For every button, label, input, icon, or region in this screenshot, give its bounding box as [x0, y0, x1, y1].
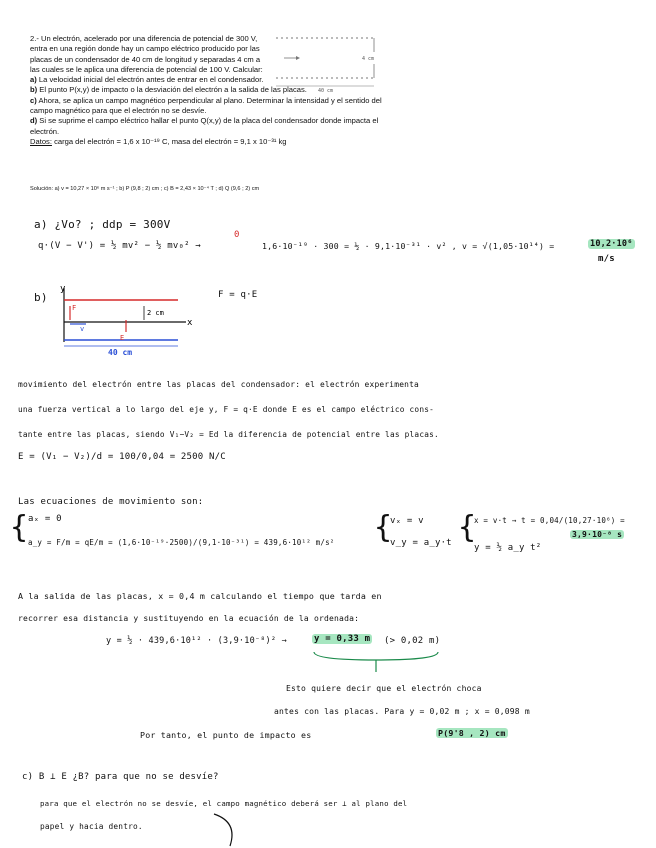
- text-line-1: movimiento del electrón entre las placas del condensador: el electrón experimenta: [18, 380, 419, 389]
- diagram-2cm-label: 2 cm: [147, 309, 164, 317]
- brace-right: {: [458, 510, 477, 545]
- eq-vy: v_y = a_y·t: [390, 538, 452, 548]
- ordinate-calc: y = ½ · 439,6·10¹² · (3,9·10⁻⁸)² →: [106, 636, 287, 646]
- part-a-zero: 0: [234, 230, 240, 240]
- text-line-4: A la salida de las placas, x = 0,4 m calculando el tiempo que tarda en: [18, 591, 382, 601]
- diagram-40cm-label: 40 cm: [108, 348, 133, 357]
- eq-time-result: 3,9·10⁻⁸ s: [572, 530, 623, 539]
- text-line-6: Esto quiere decir que el electrón choca: [286, 684, 482, 693]
- diagram-v-label: v: [80, 325, 85, 333]
- part-c-heading: c) B ⊥ E ¿B? para que no se desvíe?: [22, 772, 219, 782]
- part-a-heading: a) ¿Vo? ; ddp = 300V: [34, 218, 171, 231]
- curve-mark: [212, 812, 242, 848]
- capacitor-figure: [270, 30, 390, 96]
- eq-ay: a_y = F/m = qE/m = (1,6·10⁻¹⁹·2500)/(9,1·10⁻³¹) = 439,6·10¹² m/s²: [28, 538, 335, 547]
- figure-label-40cm: 40 cm: [318, 88, 334, 94]
- diagram-F-label: F: [72, 304, 77, 312]
- part-a-unit: m/s: [598, 254, 615, 264]
- part-c-line-2: papel y hacia dentro.: [40, 822, 143, 831]
- force-equation: F = q·E: [218, 290, 258, 300]
- problem-datos: Datos: carga del electrón = 1,6 x 10⁻¹⁹ C, masa del electrón = 9,1 x 10⁻³¹ kg: [30, 136, 287, 146]
- text-line-2: una fuerza vertical a lo largo del eje y, F = q·E donde E es el campo eléctrico cons-: [18, 405, 435, 414]
- ordinate-note: (> 0,02 m): [384, 636, 441, 646]
- brace-mid: {: [374, 510, 393, 545]
- part-a-eq2: 1,6·10⁻¹⁹ · 300 = ½ · 9,1·10⁻³¹ · v² , v = √(1,05·10¹⁴) =: [262, 241, 555, 251]
- problem-item-d: d) Si se suprime el campo eléctrico hallar el punto Q(x,y) de la placa del condensador donde impacta el electrón.: [30, 116, 379, 136]
- part-b-heading: b): [34, 291, 48, 304]
- eq-ax: aₓ = 0: [28, 514, 62, 524]
- diagram-x-label: x: [187, 318, 193, 328]
- eq-y: y = ½ a_y t²: [474, 543, 542, 553]
- part-a-eq1: q·(V − V') = ½ mv² − ½ mv₀² →: [38, 241, 201, 251]
- impact-point: P(9'8 , 2) cm: [438, 728, 506, 738]
- figure-label-4cm: 4 cm: [362, 56, 375, 62]
- eq-vx: vₓ = v: [390, 516, 424, 526]
- bracket-arrow: [312, 650, 442, 674]
- text-line-8: Por tanto, el punto de impacto es: [140, 730, 312, 740]
- eq-x: x = v·t → t = 0,04/(10,27·10⁶) =: [474, 516, 625, 525]
- text-line-3: tante entre las placas, siendo V₁−V₂ = Ed la diferencia de potencial entre las placas.: [18, 430, 439, 439]
- problem-item-a: a) La velocidad inicial del electrón antes de entrar en el condensador.: [30, 75, 264, 85]
- brace-left: {: [10, 510, 29, 545]
- field-diagram: [56, 284, 206, 360]
- diagram-y-label: y: [60, 284, 66, 294]
- equations-intro: Las ecuaciones de movimiento son:: [18, 497, 204, 507]
- diagram-E-label: E: [120, 334, 125, 342]
- part-a-result: 10,2·10⁶: [590, 239, 633, 249]
- text-line-7: antes con las placas. Para y = 0,02 m ; x = 0,098 m: [274, 707, 530, 716]
- ordinate-result: y = 0,33 m: [314, 634, 371, 644]
- problem-intro: 2.- Un electrón, acelerado por una diferencia de potencial de 300 V, entra en una región donde hay un campo eléctrico producido por las placas de un condensador de 40 cm de longitud y separadas 4 cm a las cuales se le aplica una diferencia de potencial de 100 V. Calcular:: [30, 34, 263, 74]
- problem-item-c: c) Ahora, se aplica un campo magnético perpendicular al plano. Determinar la intensidad y el sentido del campo magnético para que el electrón no se desvíe.: [30, 95, 382, 116]
- part-c-line-1: para que el electrón no se desvíe, el campo magnético deberá ser ⊥ al plano del: [40, 799, 408, 808]
- text-line-5: recorrer esa distancia y sustituyendo en la ecuación de la ordenada:: [18, 614, 360, 623]
- field-calc: E = (V₁ − V₂)/d = 100/0,04 = 2500 N/C: [18, 452, 226, 462]
- problem-item-b: b) El punto P(x,y) de impacto o la desviación del electrón a la salida de las placas.: [30, 85, 307, 95]
- solution-line: Solución: a) v = 10,27 × 10⁶ m s⁻¹ ; b) P (9,8 ; 2) cm ; c) B = 2,43 × 10⁻⁴ T ; d) Q (9,6 ; 2) cm: [30, 186, 260, 192]
